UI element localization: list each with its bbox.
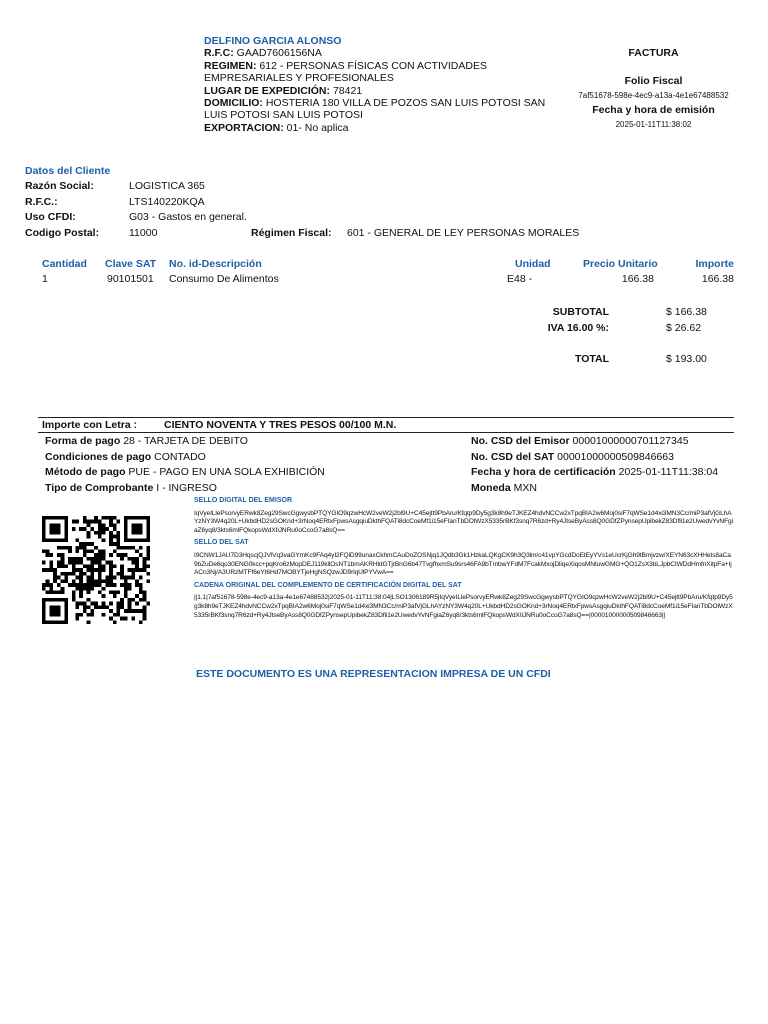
factura-block [566, 47, 741, 129]
forma-pago: Forma de pago 28 - TARJETA DE DEBITO [45, 435, 248, 447]
cell-importe: 166.38 [701, 273, 734, 285]
moneda: Moneda MXN [471, 481, 537, 494]
sellos-block [194, 497, 734, 624]
sello-sat-value: I9CNW1JAU7D3HqscjQJVlVq3vaGYmKc9FAq4yI2FQiD99unaxCkhmCAuDoZOSNjq1JQdb3Gk1HzkaLQKgCK9h3Q3lm/c41vpYGcdDoEtEyYVs1eUcrKjGh9tBmjvzw/XEYN63cXHHets8aCa9bZuDe6qo30ENG0kcc+pqKro6zMopDEJ119kllOsNT1bmAKRHldGTjrBnG6b47TvgfhxmSu9srs46FA9bTmbwYFdM7FcakMxojDliqeXiqosMNtuwGMG+QO1ZsX3bLJpbCIWDdHmfnXitpFa+IjACn3Nj/A3URzMTFf6eYt6Hd7MOBYTjeHgNSQzwJD9rlqUlPYVwA== [194, 551, 732, 577]
cliente-heading: Datos del Cliente [25, 165, 111, 177]
cell-clave: 90101501 [107, 273, 154, 285]
emisor-lugar: LUGAR DE EXPEDICIÓN: 78421 [204, 84, 363, 97]
table-row [25, 273, 735, 288]
total-row: TOTAL $ 193.00 [574, 353, 707, 365]
folio-value: 7af51678-598e-4ec9-a13a-4e1e67488532 [578, 91, 729, 100]
emisor-domicilio: DOMICILIO: HOSTERIA 180 VILLA DE POZOS SAN LUIS POTOSI SAN LUIS POTOSI SAN LUIS POTOSI [204, 97, 546, 122]
cell-cantidad: 1 [42, 273, 48, 285]
sello-emisor-value: IqVyeILlePsorvyERwk8Zeg29SwcGgwysbPTQYGIO9qzwHcW2veW2j2bl9U+C45ejtt9PbAru/Kfqtp9Dy5g3k8h9eTJKEZ4hdvNCCw2xTpqBIA2w6Moj0siF7qWSe1d4xi3MN3Cc/miP3afVjGLhAYzNY3W4q20L+UkbdHD2sGOKnd+3rNoq4ERtxFpwsAsgqiuDkthFQATi8dcCoeMf1i15eFIanTbDOlWzX5335rBKf3snq7R6zd+Ry4JtseByAss8Q0GDfZPynsepUpibekZ83Dfli1e2UwedvYvNFgiaZ6yq8/3kts6mlFQkopsWdXIlJNRu0oCcoG7a8sQ== [194, 509, 733, 534]
emisor-block [204, 35, 549, 134]
emisor-rfc: R.F.C: GAAD7606156NA [204, 47, 322, 60]
csd-emisor: No. CSD del Emisor 00001000000701127345 [471, 435, 689, 447]
emisor-regimen: REGIMEN: 612 - PERSONAS FÍSICAS CON ACTIVIDADES EMPRESARIALES Y PROFESIONALES [204, 59, 487, 85]
col-cantidad: Cantidad [42, 258, 87, 270]
col-clave: Clave SAT [105, 258, 157, 270]
items-table [25, 258, 735, 288]
certificacion-block [471, 434, 741, 496]
qr-code [42, 516, 150, 624]
factura-title: FACTURA [628, 47, 679, 59]
cell-precio: 166.38 [621, 273, 654, 285]
letra-label: Importe con Letra : [42, 419, 138, 431]
subtotal-row: SUBTOTAL $ 166.38 [552, 306, 707, 318]
cliente-uso-row: Uso CFDI: G03 - Gastos en general. [25, 211, 247, 223]
folio-label: Folio Fiscal [624, 75, 683, 87]
fecha-emision-label: Fecha y hora de emisión [592, 104, 715, 116]
cadena-original-label: CADENA ORIGINAL DEL COMPLEMENTO DE CERTIFICACIÓN DIGITAL DEL SAT [194, 581, 462, 589]
pago-block [45, 434, 445, 496]
metodo-pago: Método de pago PUE - PAGO EN UNA SOLA EXHIBICIÓN [45, 466, 325, 478]
cadena-original-value: ||1.1|7af51678-598e-4ec9-a13a-4e1e67488532|2025-01-11T11:38:04|LSO1306189R5|IqVyeILlePsorvyERwk8Zeg29SwcGgwysbPTQYGIO9qzwHcW2veW2j2bl9U+C45ejtt9PbAru/Kfqtp9Dy5g3k8h9eTJKEZ4hdvNCCw2xTpqBIA2w6Moj0siF7qWSe1d4xi3MN3Cc/miP3afVjGLhAYzNY3W4q20L+UkbdHD2sGOKnd+3rNoq4ERtxFpwsAsgqiuDkthFQATi8dcCoeMf1i15eFIanTbDOlWzX5335rBKf3snq7R6zd+Ry4JtseByAss8Q0GDfZPynsepUpibekZ83Dfli1e2UwedvYvNFgiaZ6yq8/3kts6mlFQkopsWdXIlJNRu0oCcoG7a8sQ==|00001000000509846663|| [194, 594, 733, 619]
totals-block [520, 306, 735, 369]
items-header [25, 258, 735, 273]
col-descripcion: No. id-Descripción [169, 258, 262, 270]
cliente-cp-row: Codigo Postal: 11000 Régimen Fiscal: 601 - GENERAL DE LEY PERSONAS MORALES [25, 226, 580, 239]
leyenda-cfdi: ESTE DOCUMENTO ES UNA REPRESENTACION IMPRESA DE UN CFDI [196, 668, 551, 680]
cell-unidad: E48 - [507, 273, 533, 285]
sello-sat-label: SELLO DEL SAT [194, 539, 249, 547]
col-precio: Precio Unitario [583, 258, 658, 270]
csd-sat: No. CSD del SAT 00001000000509846663 [471, 450, 674, 463]
col-importe: Importe [695, 258, 734, 270]
cliente-block [25, 165, 625, 242]
fecha-certificacion: Fecha y hora de certificación 2025-01-11T11:38:04 [471, 466, 719, 478]
cliente-razon-row: Razón Social: LOGISTICA 365 [25, 180, 205, 192]
col-unidad: Unidad [515, 258, 551, 270]
tipo-comprobante: Tipo de Comprobante I - INGRESO [45, 481, 217, 494]
emisor-name: DELFINO GARCIA ALONSO [204, 35, 342, 47]
sello-emisor-label: SELLO DIGITAL DEL EMISOR [194, 497, 293, 504]
iva-row: IVA 16.00 %: $ 26.62 [547, 322, 702, 334]
fecha-emision-value: 2025-01-11T11:38:02 [615, 120, 692, 129]
letra-value: CIENTO NOVENTA Y TRES PESOS 00/100 M.N. [164, 419, 397, 431]
emisor-exportacion: EXPORTACION: 01- No aplica [204, 121, 349, 134]
condiciones-pago: Condiciones de pago CONTADO [45, 450, 206, 463]
cell-descripcion: Consumo De Alimentos [169, 273, 279, 285]
cliente-rfc-row: R.F.C.: LTS140220KQA [25, 195, 205, 208]
importe-letra [38, 417, 734, 433]
